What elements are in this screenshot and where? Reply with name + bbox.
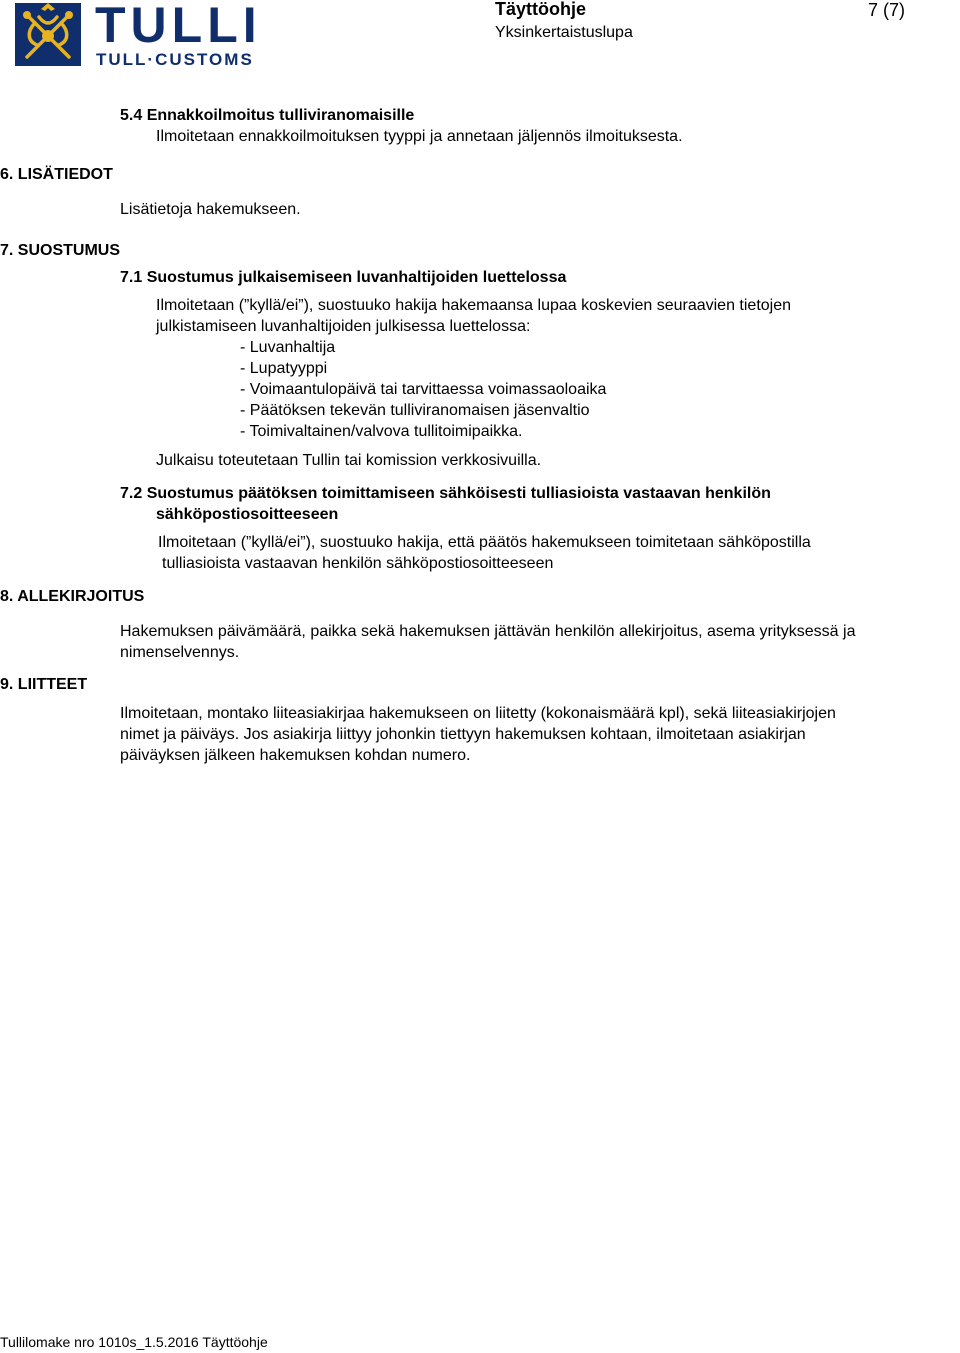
customs-emblem-icon [15, 3, 81, 66]
section-7-2-heading-cont: sähköpostiosoitteeseen [156, 506, 339, 523]
section-9-line: nimet ja päiväys. Jos asiakirja liittyy johonkin tiettyyn hakemuksen kohtaan, ilmoitetaan asiakirjan [120, 726, 806, 743]
section-8-heading: 8. ALLEKIRJOITUS [0, 588, 145, 605]
logo-subtitle: TULL·CUSTOMS [96, 50, 254, 69]
section-8-line: Hakemuksen päivämäärä, paikka sekä hakemuksen jättävän henkilön allekirjoitus, asema yrityksessä ja [120, 623, 856, 640]
section-6-text: Lisätietoja hakemukseen. [120, 201, 301, 218]
footer-text: Tullilomake nro 1010s_1.5.2016 Täyttöohje [0, 1334, 268, 1350]
list-item: - Voimaantulopäivä tai tarvittaessa voimassaoloaika [240, 381, 607, 398]
section-7-2-line: tulliasioista vastaavan henkilön sähköpostiosoitteeseen [162, 555, 554, 572]
list-item: - Lupatyyppi [240, 360, 328, 377]
list-item: - Päätöksen tekevän tulliviranomaisen jäsenvaltio [240, 402, 590, 419]
section-6-heading: 6. LISÄTIEDOT [0, 166, 113, 183]
section-7-1-note: Julkaisu toteutetaan Tullin tai komission verkkosivuilla. [156, 452, 542, 469]
section-7-2-line: Ilmoitetaan (”kyllä/ei”), suostuuko hakija, että päätös hakemukseen toimitetaan sähköpostilla [158, 534, 811, 551]
section-5-4-heading: 5.4 Ennakkoilmoitus tulliviranomaisille [120, 107, 415, 124]
section-7-1-line: julkistamiseen luvanhaltijoiden julkisessa luettelossa: [156, 318, 531, 335]
list-item: - Toimivaltainen/valvova tullitoimipaikka. [240, 423, 523, 440]
section-5-4-text: Ilmoitetaan ennakkoilmoituksen tyyppi ja annetaan jäljennös ilmoituksesta. [156, 128, 683, 145]
section-7-2-heading: 7.2 Suostumus päätöksen toimittamiseen sähköisesti tulliasioista vastaavan henkilön [120, 485, 771, 502]
list-item: - Luvanhaltija [240, 339, 336, 356]
logo-wordmark: TULLI [95, 0, 262, 53]
section-8-line: nimenselvennys. [120, 644, 240, 661]
section-7-1-line: Ilmoitetaan (”kyllä/ei”), suostuuko hakija hakemaansa lupaa koskevien seuraavien tietojen [156, 297, 792, 314]
section-7-heading: 7. SUOSTUMUS [0, 242, 121, 259]
section-9-line: päiväyksen jälkeen hakemuksen kohdan numero. [120, 747, 471, 764]
page-number: 7 (7) [868, 0, 906, 20]
document-title: Täyttöohje [495, 0, 587, 19]
section-9-line: Ilmoitetaan, montako liiteasiakirjaa hakemukseen on liitetty (kokonaismäärä kpl), sekä liiteasiakirjojen [120, 705, 836, 722]
section-7-1-heading: 7.1 Suostumus julkaisemiseen luvanhaltijoiden luettelossa [120, 269, 567, 286]
document-subtitle: Yksinkertaistuslupa [495, 24, 633, 41]
section-9-heading: 9. LIITTEET [0, 676, 88, 693]
